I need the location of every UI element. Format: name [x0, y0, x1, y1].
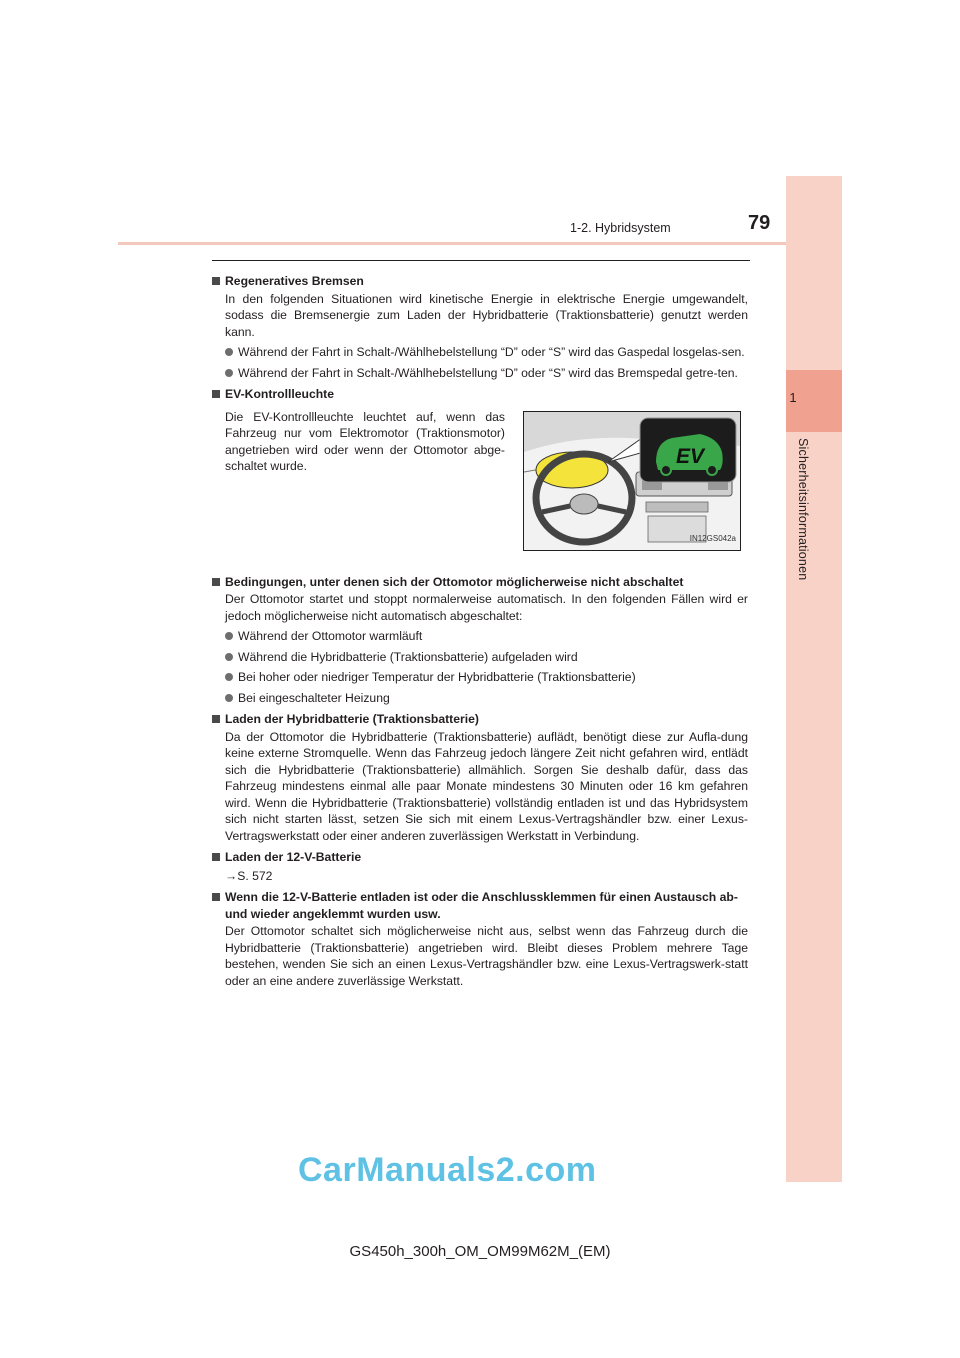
page-number: 79: [748, 212, 771, 234]
content-top-rule: [212, 260, 750, 261]
list-item: Während die Hybridbatterie (Traktionsbatterie) aufgeladen wird: [212, 649, 748, 666]
site-label: carmanualsonline.info: [768, 1336, 906, 1351]
paragraph-hybrid-battery-charging: Da der Ottomotor die Hybridbatterie (Traktionsbatterie) auflädt, benötigt diese zur Aufla-dung keine externe Stromquelle. Wenn das Fahrzeug jedoch längere Zeit nicht gefahren wird, entlädt sich die Hybridbatterie (Traktionsbatterie) allmählich. Sorgen Sie deshalb dafür, dass das Fahrzeug mindestens einmal alle paar Monate mindestens 30 Minuten oder 16 km gefahren wird. Wenn die Hybridbatterie (Traktionsbatterie) vollständig entladen ist und das Hybridsystem sich nicht starten lässt, setzen Sie sich mit einem Lexus-Vertragshändler bzw. einer Lexus-Vertragswerkstatt oder einer anderen zuverlässigen Werkstatt in Verbindung.: [225, 729, 748, 843]
chapter-title: Sicherheitsinformationen: [796, 438, 810, 581]
heading-12v-discharged: Wenn die 12-V-Batterie entladen ist oder die Anschlussklemmen für einen Austausch ab-und wieder angeklemmt wurden usw.: [212, 889, 748, 922]
chapter-number: 1: [789, 390, 797, 405]
round-bullet-icon: [225, 653, 233, 661]
list-item: Während der Ottomotor warmläuft: [212, 628, 748, 645]
dashboard-illustration: [524, 412, 740, 550]
round-bullet-icon: [225, 632, 233, 640]
paragraph-12v-discharged: Der Ottomotor schaltet sich möglicherweise nicht aus, selbst wenn das Fahrzeug durch die Hybridbatterie (Traktionsbatterie) angetrieben wird. Bleibt dieses Problem mehrere Tage bestehen, wenden Sie sich an einen Lexus-Vertragshändler bzw. eine Lexus-Vertragswerk-statt oder an eine andere zuverlässige Werkstatt.: [225, 924, 748, 988]
round-bullet-icon: [225, 369, 233, 377]
heading-12v-battery: Laden der 12-V-Batterie: [212, 849, 748, 866]
heading-engine-conditions: Bedingungen, unter denen sich der Ottomotor möglicherweise nicht abschaltet: [212, 574, 748, 591]
list-item: Bei hoher oder niedriger Temperatur der Hybridbatterie (Traktionsbatterie): [212, 669, 748, 686]
round-bullet-icon: [225, 673, 233, 681]
paragraph-ev-indicator: Die EV-Kontrollleuchte leuchtet auf, wenn das Fahrzeug nur vom Elektromotor (Traktionsmotor) angetrieben wird oder wenn der Ottomotor abge-schaltet wurde.: [225, 409, 505, 473]
square-bullet-icon: [212, 853, 220, 861]
figure-code: IN12GS042a: [689, 534, 736, 543]
header-rule: [118, 242, 786, 245]
page-reference-link[interactable]: →S. 572: [225, 868, 273, 883]
round-bullet-icon: [225, 348, 233, 356]
watermark-logo: CarManuals2.com: [298, 1151, 597, 1189]
model-code: GS450h_300h_OM_OM99M62M_(EM): [349, 1243, 611, 1260]
heading-ev-indicator: EV-Kontrollleuchte: [212, 386, 748, 403]
square-bullet-icon: [212, 715, 220, 723]
ev-indicator-label: EV: [675, 444, 705, 468]
chapter-side-tab: [786, 176, 842, 1182]
square-bullet-icon: [212, 390, 220, 398]
heading-regenerative-braking: Regeneratives Bremsen: [212, 273, 748, 290]
page-content: [212, 268, 748, 989]
square-bullet-icon: [212, 578, 220, 586]
ev-indicator-block: [212, 403, 748, 569]
list-item: Während der Fahrt in Schalt-/Wählhebelstellung “D” oder “S” wird das Bremspedal getre-ten.: [212, 365, 748, 382]
square-bullet-icon: [212, 277, 220, 285]
list-item: Bei eingeschalteter Heizung: [212, 690, 748, 707]
round-bullet-icon: [225, 694, 233, 702]
paragraph-regenerative-braking: In den folgenden Situationen wird kinetische Energie in elektrische Energie umgewandelt, sodass die Bremsenergie zum Laden der Hybridbatterie (Traktionsbatterie) genutzt werden kann.: [225, 291, 748, 339]
ev-indicator-figure: [523, 411, 741, 551]
section-title: 1-2. Hybridsystem: [570, 221, 671, 235]
heading-hybrid-battery-charging: Laden der Hybridbatterie (Traktionsbatterie): [212, 711, 748, 728]
square-bullet-icon: [212, 893, 220, 901]
paragraph-engine-conditions: Der Ottomotor startet und stoppt normalerweise automatisch. In den folgenden Fällen wird er jedoch möglicherweise nicht automatisch abgeschaltet:: [225, 592, 748, 623]
list-item: Während der Fahrt in Schalt-/Wählhebelstellung “D” oder “S” wird das Gaspedal losgelas-sen.: [212, 344, 748, 361]
